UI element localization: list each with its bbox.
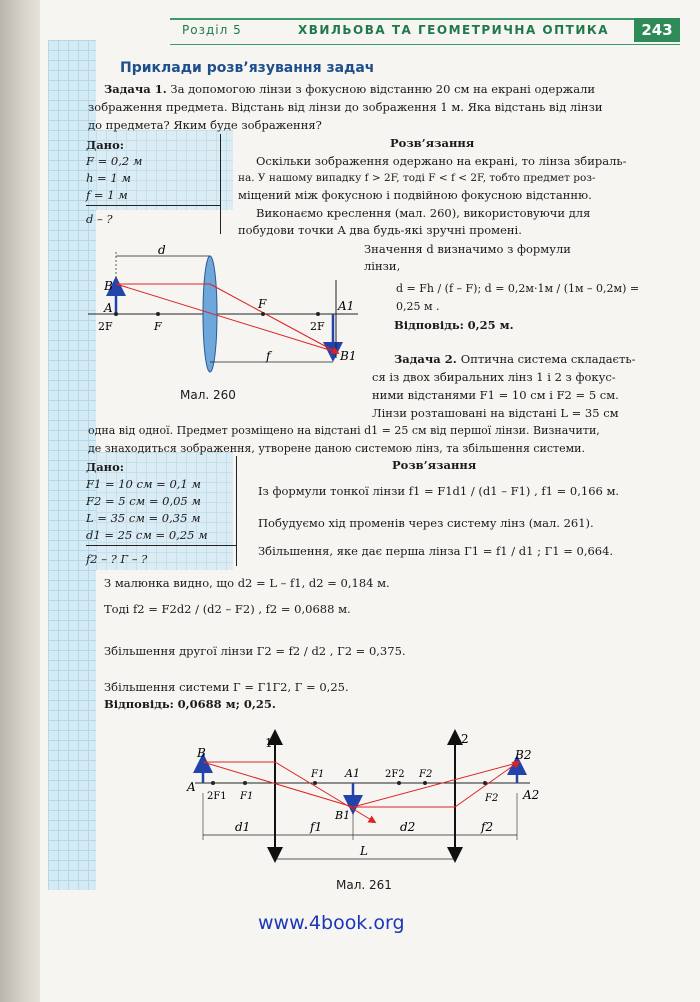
point-F-left: [156, 312, 160, 316]
task1-label: Задача 1.: [104, 82, 167, 96]
label-B2: B2: [515, 748, 532, 762]
point-F1-right: [313, 781, 317, 785]
lens-formula: d = Fh / (f – F); d = 0,2м·1м / (1м – 0,2м) = 0,25 м .: [396, 282, 640, 313]
label-F2-right: F2: [485, 793, 499, 804]
label-d1: d1: [235, 820, 251, 834]
label-2F1: 2F1: [207, 791, 227, 802]
task2-line4: Лінзи розташовані на відстані L = 35 см: [372, 406, 619, 420]
label-L: L: [360, 844, 368, 858]
point-F1-left: [243, 781, 247, 785]
given-item: d1 = 25 см = 0,25 м: [86, 528, 208, 542]
given-find: d – ?: [86, 212, 113, 226]
task1-line2: зображення предмета. Відстань від лінзи до зображення 1 м. Яка відстань від лінзи: [88, 100, 603, 114]
label-F1-left: F1: [240, 791, 254, 802]
point-2F-right: [316, 312, 320, 316]
label-F2-left: F2: [419, 769, 433, 780]
label-A2: A2: [523, 788, 540, 802]
label-f2: f2: [481, 820, 494, 834]
given-vertical-rule: [220, 134, 221, 234]
solution-line: на. У нашому випадку f > 2F, тоді F < f < 2F, тобто предмет роз-: [238, 172, 596, 184]
task2-text: Оптична система складаєть-: [460, 352, 636, 366]
page-number: 243: [634, 18, 680, 42]
answer-label: Відповідь:: [394, 318, 464, 332]
task2-line2: ся із двох збиральних лінз 1 і 2 з фокус-: [372, 370, 616, 384]
given-item: h = 1 м: [86, 171, 131, 185]
solution-step: Збільшення другої лінзи Г2 = f2 / d2 , Г2 = 0,375.: [104, 644, 406, 658]
given-item: F2 = 5 см = 0,05 м: [86, 494, 201, 508]
point-F2-left: [423, 781, 427, 785]
label-B1: B1: [335, 809, 351, 822]
answer-label: Відповідь:: [104, 697, 174, 711]
point-F2-right: [483, 781, 487, 785]
label-A1: A1: [345, 767, 360, 780]
label-lens-2: 2: [461, 732, 469, 746]
solution-title-2: Розв’язання: [392, 458, 477, 472]
label-B: B: [104, 279, 113, 293]
task2-line1: [394, 350, 636, 368]
footer-link[interactable]: www.4book.org: [258, 912, 405, 934]
task1-line1: [104, 80, 644, 98]
page-header: [170, 18, 680, 45]
given-item: f = 1 м: [86, 188, 128, 202]
solution-line: міщений між фокусною і подвійною фокусною відстанню.: [238, 188, 592, 202]
chapter-title: ХВИЛЬОВА ТА ГЕОМЕТРИЧНА ОПТИКА: [298, 23, 609, 37]
solution-line: лінзи,: [364, 259, 401, 273]
point-F-right: [261, 312, 265, 316]
section-heading: Приклади розв’язування задач: [120, 60, 375, 76]
figure-260-caption: Мал. 260: [180, 388, 236, 402]
answer-value: 0,0688 м; 0,25.: [177, 697, 276, 711]
solution-step: З малюнка видно, що d2 = L – f1, d2 = 0,184 м.: [104, 576, 390, 590]
lens: [203, 256, 217, 372]
label-lens-1: 1: [265, 736, 273, 750]
label-f: f: [266, 349, 271, 363]
answer-1: [394, 316, 514, 334]
label-2F-left: 2F: [98, 320, 113, 333]
solution-line: Виконаємо креслення (мал. 260), використовуючи для: [256, 206, 591, 220]
solution-step: Збільшення, яке дає перша лінза Г1 = f1 / d1 ; Г1 = 0,664.: [258, 544, 614, 558]
solution-line: Значення d визначимо з формули: [364, 242, 571, 256]
task2-line6: де знаходиться зображення, утворене даною системою лінз, та збільшення системи.: [88, 442, 586, 455]
given-title-2: Дано:: [86, 460, 125, 474]
task1-line3: до предмета? Яким буде зображення?: [88, 118, 322, 132]
given-divider: [86, 545, 236, 546]
solution-step: Побудуємо хід променів через систему лінз (мал. 261).: [258, 516, 594, 530]
label-F-right: F: [258, 297, 267, 311]
given-divider: [86, 205, 220, 206]
given-item: L = 35 см = 0,35 м: [86, 511, 201, 525]
label-A: A: [187, 780, 196, 794]
label-B1: B1: [340, 349, 357, 363]
label-A: A: [104, 301, 113, 315]
given-title-1: Дано:: [86, 138, 125, 152]
figure-261: [185, 725, 555, 870]
answer-value: 0,25 м.: [467, 318, 514, 332]
solution-step: Із формули тонкої лінзи f1 = F1d1 / (d1 – F1) , f1 = 0,166 м.: [258, 484, 620, 498]
figure-260: [88, 240, 358, 380]
section-label: Розділ 5: [182, 23, 242, 37]
point-2F1: [211, 781, 215, 785]
point-2F2: [397, 781, 401, 785]
ray-central: [116, 284, 336, 352]
task1-text: За допомогою лінзи з фокусною відстанню 20 см на екрані одержали: [170, 82, 596, 96]
task2-line3: ними відстанями F1 = 10 см і F2 = 5 см.: [372, 388, 619, 402]
answer-2: [104, 695, 276, 713]
label-A1: A1: [338, 299, 355, 313]
solution-step: Збільшення системи Г = Г1Г2, Г = 0,25.: [104, 680, 349, 694]
solution-step: Тоді f2 = F2d2 / (d2 – F2) , f2 = 0,0688 м.: [104, 602, 351, 616]
task2-line5: одна від одної. Предмет розміщено на відстані d1 = 25 см від першої лінзи. Визначити,: [88, 424, 600, 437]
label-F1-right: F1: [311, 769, 325, 780]
given-find: f2 – ? Г – ?: [86, 552, 148, 566]
ray-refracted: [210, 284, 336, 352]
label-B: B: [197, 746, 206, 760]
given-item: F = 0,2 м: [86, 154, 143, 168]
solution-title-1: Розв’язання: [390, 136, 475, 150]
label-2F2: 2F2: [385, 769, 405, 780]
figure-261-caption: Мал. 261: [336, 878, 392, 892]
label-d: d: [158, 243, 166, 257]
solution-line: Оскільки зображення одержано на екрані, то лінза збираль-: [256, 154, 627, 168]
task2-label: Задача 2.: [394, 352, 457, 366]
given-vertical-rule: [236, 456, 237, 566]
solution-line: побудови точки A два будь-які зручні промені.: [238, 223, 522, 237]
given-item: F1 = 10 см = 0,1 м: [86, 477, 201, 491]
label-F-left: F: [154, 320, 162, 333]
label-f1: f1: [310, 820, 323, 834]
label-2F-right: 2F: [310, 320, 325, 333]
point-2F-left: [114, 312, 118, 316]
label-d2: d2: [400, 820, 416, 834]
